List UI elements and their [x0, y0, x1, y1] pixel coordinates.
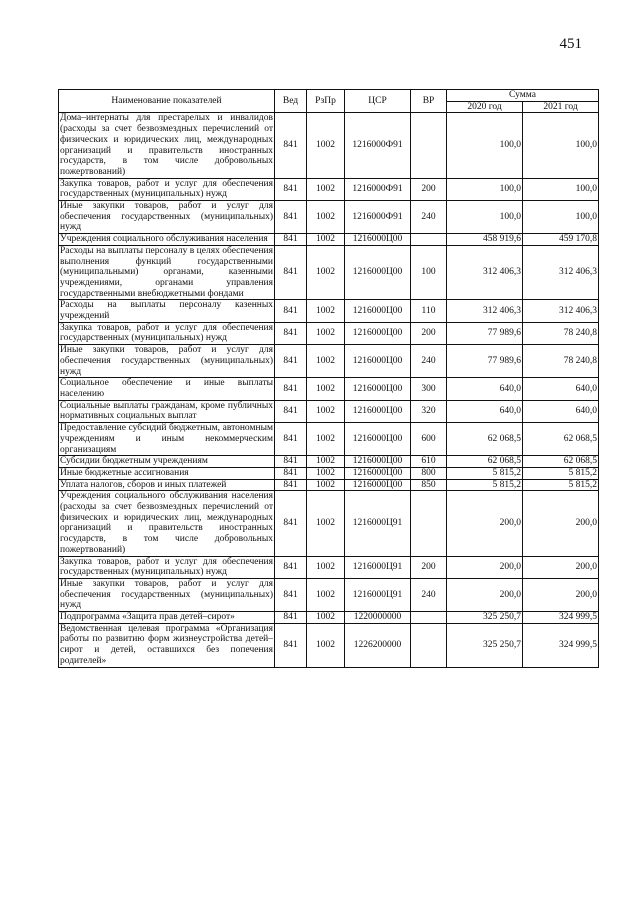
table-row	[59, 245, 599, 300]
header-vr: ВР	[411, 90, 447, 113]
row-sum-2020: 640,0	[447, 400, 523, 422]
row-sum-2021: 324 999,5	[523, 623, 599, 667]
row-name: Закупка товаров, работ и услуг для обеспечения государственных (муниципальных) нужд	[60, 178, 273, 200]
row-sum-2021: 640,0	[523, 400, 599, 422]
row-csr: 1216000Ц00	[345, 400, 411, 422]
table-row	[59, 178, 599, 200]
row-sum-2020: 312 406,3	[447, 300, 523, 322]
row-ved: 841	[275, 400, 307, 422]
row-ved: 841	[275, 556, 307, 578]
row-sum-2021: 5 815,2	[523, 479, 599, 491]
row-ved: 841	[275, 234, 307, 246]
row-name: Иные бюджетные ассигнования	[59, 467, 275, 479]
row-sum-2021: 200,0	[523, 556, 599, 578]
row-rzpr: 1002	[307, 345, 345, 378]
row-sum-2021: 312 406,3	[523, 300, 599, 322]
row-csr: 1216000Ц00	[345, 378, 411, 400]
table-row	[59, 113, 599, 178]
row-rzpr: 1002	[307, 322, 345, 344]
row-rzpr: 1002	[307, 623, 345, 667]
row-ved: 841	[275, 423, 307, 456]
row-sum-2021: 78 240,8	[523, 322, 599, 344]
row-vr: 100	[411, 245, 447, 300]
row-sum-2021: 200,0	[523, 491, 599, 556]
table-row	[59, 322, 599, 344]
row-name: Дома–интернаты для престарелых и инвалидов (расходы за счет безвозмездных перечислений от физических и юридических лиц, международных организаций и правительств иностранных государств, в том числе добровольных пожертвований)	[60, 113, 273, 177]
row-vr	[411, 234, 447, 246]
row-name: Закупка товаров, работ и услуг для обеспечения государственных (муниципальных) нужд	[60, 322, 273, 344]
row-rzpr: 1002	[307, 234, 345, 246]
row-ved: 841	[275, 178, 307, 200]
table-row	[59, 378, 599, 400]
row-ved: 841	[275, 612, 307, 624]
row-ved: 841	[275, 456, 307, 468]
table-row	[59, 467, 599, 479]
row-name: Субсидии бюджетным учреждениям	[59, 456, 275, 468]
table-row	[59, 400, 599, 422]
row-csr: 1216000Ц00	[345, 322, 411, 344]
row-ved: 841	[275, 491, 307, 556]
row-sum-2020: 77 989,6	[447, 322, 523, 344]
row-sum-2021: 62 068,5	[523, 456, 599, 468]
row-ved: 841	[275, 322, 307, 344]
row-name: Уплата налогов, сборов и иных платежей	[59, 479, 275, 491]
row-vr: 200	[411, 556, 447, 578]
row-vr	[411, 113, 447, 178]
row-name: Социальное обеспечение и иные выплаты населению	[60, 378, 273, 399]
row-sum-2020: 100,0	[447, 178, 523, 200]
row-csr: 1216000Ц91	[345, 578, 411, 611]
row-vr: 610	[411, 456, 447, 468]
table-row	[59, 612, 599, 624]
row-vr: 200	[411, 322, 447, 344]
table-row	[59, 578, 599, 611]
header-sum: Сумма	[447, 90, 599, 102]
row-vr: 240	[411, 345, 447, 378]
row-rzpr: 1002	[307, 456, 345, 468]
row-name: Учреждения социального обслуживания населения	[59, 234, 275, 246]
table-row	[59, 201, 599, 234]
row-name: Расходы на выплаты персоналу казенных учреждений	[60, 300, 273, 322]
row-vr: 240	[411, 578, 447, 611]
row-sum-2021: 5 815,2	[523, 467, 599, 479]
row-rzpr: 1002	[307, 467, 345, 479]
row-csr: 1216000Ф91	[345, 178, 411, 200]
row-name: Предоставление субсидий бюджетным, автономным учреждениям и иным некоммерческим организациям	[60, 423, 273, 455]
row-vr: 240	[411, 201, 447, 234]
row-sum-2021: 62 068,5	[523, 423, 599, 456]
row-rzpr: 1002	[307, 245, 345, 300]
row-sum-2020: 100,0	[447, 113, 523, 178]
row-sum-2020: 325 250,7	[447, 623, 523, 667]
row-csr: 1216000Ц91	[345, 556, 411, 578]
table-row	[59, 556, 599, 578]
row-rzpr: 1002	[307, 556, 345, 578]
row-csr: 1226200000	[345, 623, 411, 667]
row-sum-2021: 200,0	[523, 578, 599, 611]
row-csr: 1216000Ц00	[345, 479, 411, 491]
row-csr: 1216000Ц00	[345, 423, 411, 456]
row-sum-2020: 325 250,7	[447, 612, 523, 624]
row-rzpr: 1002	[307, 300, 345, 322]
row-sum-2020: 312 406,3	[447, 245, 523, 300]
budget-table	[58, 89, 599, 668]
row-rzpr: 1002	[307, 423, 345, 456]
row-vr	[411, 491, 447, 556]
row-name: Иные закупки товаров, работ и услуг для обеспечения государственных (муниципальных) нужд	[60, 201, 273, 233]
row-sum-2021: 459 170,8	[523, 234, 599, 246]
row-rzpr: 1002	[307, 491, 345, 556]
row-csr: 1216000Ц00	[345, 345, 411, 378]
table-row	[59, 300, 599, 322]
row-vr: 600	[411, 423, 447, 456]
row-ved: 841	[275, 201, 307, 234]
row-vr	[411, 623, 447, 667]
row-ved: 841	[275, 245, 307, 300]
header-ved: Вед	[275, 90, 307, 113]
row-sum-2020: 200,0	[447, 491, 523, 556]
row-sum-2021: 640,0	[523, 378, 599, 400]
row-sum-2020: 5 815,2	[447, 479, 523, 491]
page-number: 451	[559, 36, 582, 52]
row-sum-2020: 640,0	[447, 378, 523, 400]
row-vr: 850	[411, 479, 447, 491]
row-sum-2020: 200,0	[447, 578, 523, 611]
header-year-2020: 2020 год	[447, 101, 523, 113]
row-rzpr: 1002	[307, 113, 345, 178]
row-rzpr: 1002	[307, 178, 345, 200]
row-sum-2020: 62 068,5	[447, 423, 523, 456]
table-row	[59, 423, 599, 456]
row-ved: 841	[275, 623, 307, 667]
row-name: Расходы на выплаты персоналу в целях обеспечения выполнения функций государственными (муниципальными) органами, казенными учреждениями, органами управления государственными внебюджетными фондами	[60, 245, 273, 299]
row-ved: 841	[275, 378, 307, 400]
header-csr: ЦСР	[345, 90, 411, 113]
row-sum-2020: 62 068,5	[447, 456, 523, 468]
row-rzpr: 1002	[307, 201, 345, 234]
row-vr: 800	[411, 467, 447, 479]
row-rzpr: 1002	[307, 578, 345, 611]
row-ved: 841	[275, 467, 307, 479]
row-rzpr: 1002	[307, 378, 345, 400]
row-name: Иные закупки товаров, работ и услуг для обеспечения государственных (муниципальных) нужд	[60, 345, 273, 377]
row-vr: 300	[411, 378, 447, 400]
row-vr: 320	[411, 400, 447, 422]
table-row	[59, 491, 599, 556]
row-csr: 1216000Ц00	[345, 245, 411, 300]
row-csr: 1216000Ф91	[345, 201, 411, 234]
row-rzpr: 1002	[307, 400, 345, 422]
row-sum-2021: 324 999,5	[523, 612, 599, 624]
row-ved: 841	[275, 300, 307, 322]
row-sum-2020: 5 815,2	[447, 467, 523, 479]
header-year-2021: 2021 год	[523, 101, 599, 113]
row-sum-2021: 78 240,8	[523, 345, 599, 378]
row-csr: 1220000000	[345, 612, 411, 624]
row-vr: 200	[411, 178, 447, 200]
row-name: Ведомственная целевая программа «Организация работы по развитию форм жизнеустройства детей–сирот и детей, оставшихся без попечения родителей»	[60, 623, 273, 666]
row-sum-2021: 312 406,3	[523, 245, 599, 300]
row-name: Учреждения социального обслуживания населения (расходы за счет безвозмездных перечислений от физических и юридических лиц, международных организаций и правительств иностранных государств, в том числе добровольных пожертвований)	[60, 491, 273, 555]
row-csr: 1216000Ц91	[345, 491, 411, 556]
table-row	[59, 234, 599, 246]
row-sum-2020: 458 919,6	[447, 234, 523, 246]
row-ved: 841	[275, 345, 307, 378]
header-rzpr: РзПр	[307, 90, 345, 113]
row-name: Социальные выплаты гражданам, кроме публичных нормативных социальных выплат	[60, 400, 273, 422]
table-row	[59, 479, 599, 491]
row-csr: 1216000Ф91	[345, 113, 411, 178]
row-csr: 1216000Ц00	[345, 456, 411, 468]
row-sum-2020: 100,0	[447, 201, 523, 234]
header-name: Наименование показателей	[59, 90, 275, 113]
table-row	[59, 345, 599, 378]
row-vr	[411, 612, 447, 624]
row-vr: 110	[411, 300, 447, 322]
row-rzpr: 1002	[307, 612, 345, 624]
row-name: Закупка товаров, работ и услуг для обеспечения государственных (муниципальных) нужд	[60, 556, 273, 578]
row-ved: 841	[275, 113, 307, 178]
row-sum-2021: 100,0	[523, 178, 599, 200]
row-rzpr: 1002	[307, 479, 345, 491]
row-name: Подпрограмма «Защита прав детей–сирот»	[59, 612, 275, 624]
row-sum-2020: 200,0	[447, 556, 523, 578]
table-body	[59, 113, 599, 667]
table-row	[59, 623, 599, 667]
row-csr: 1216000Ц00	[345, 467, 411, 479]
row-ved: 841	[275, 479, 307, 491]
table-header	[59, 90, 599, 113]
row-sum-2021: 100,0	[523, 113, 599, 178]
row-sum-2021: 100,0	[523, 201, 599, 234]
table-row	[59, 456, 599, 468]
row-name: Иные закупки товаров, работ и услуг для обеспечения государственных (муниципальных) нужд	[60, 578, 273, 611]
row-csr: 1216000Ц00	[345, 300, 411, 322]
row-sum-2020: 77 989,6	[447, 345, 523, 378]
row-csr: 1216000Ц00	[345, 234, 411, 246]
row-ved: 841	[275, 578, 307, 611]
